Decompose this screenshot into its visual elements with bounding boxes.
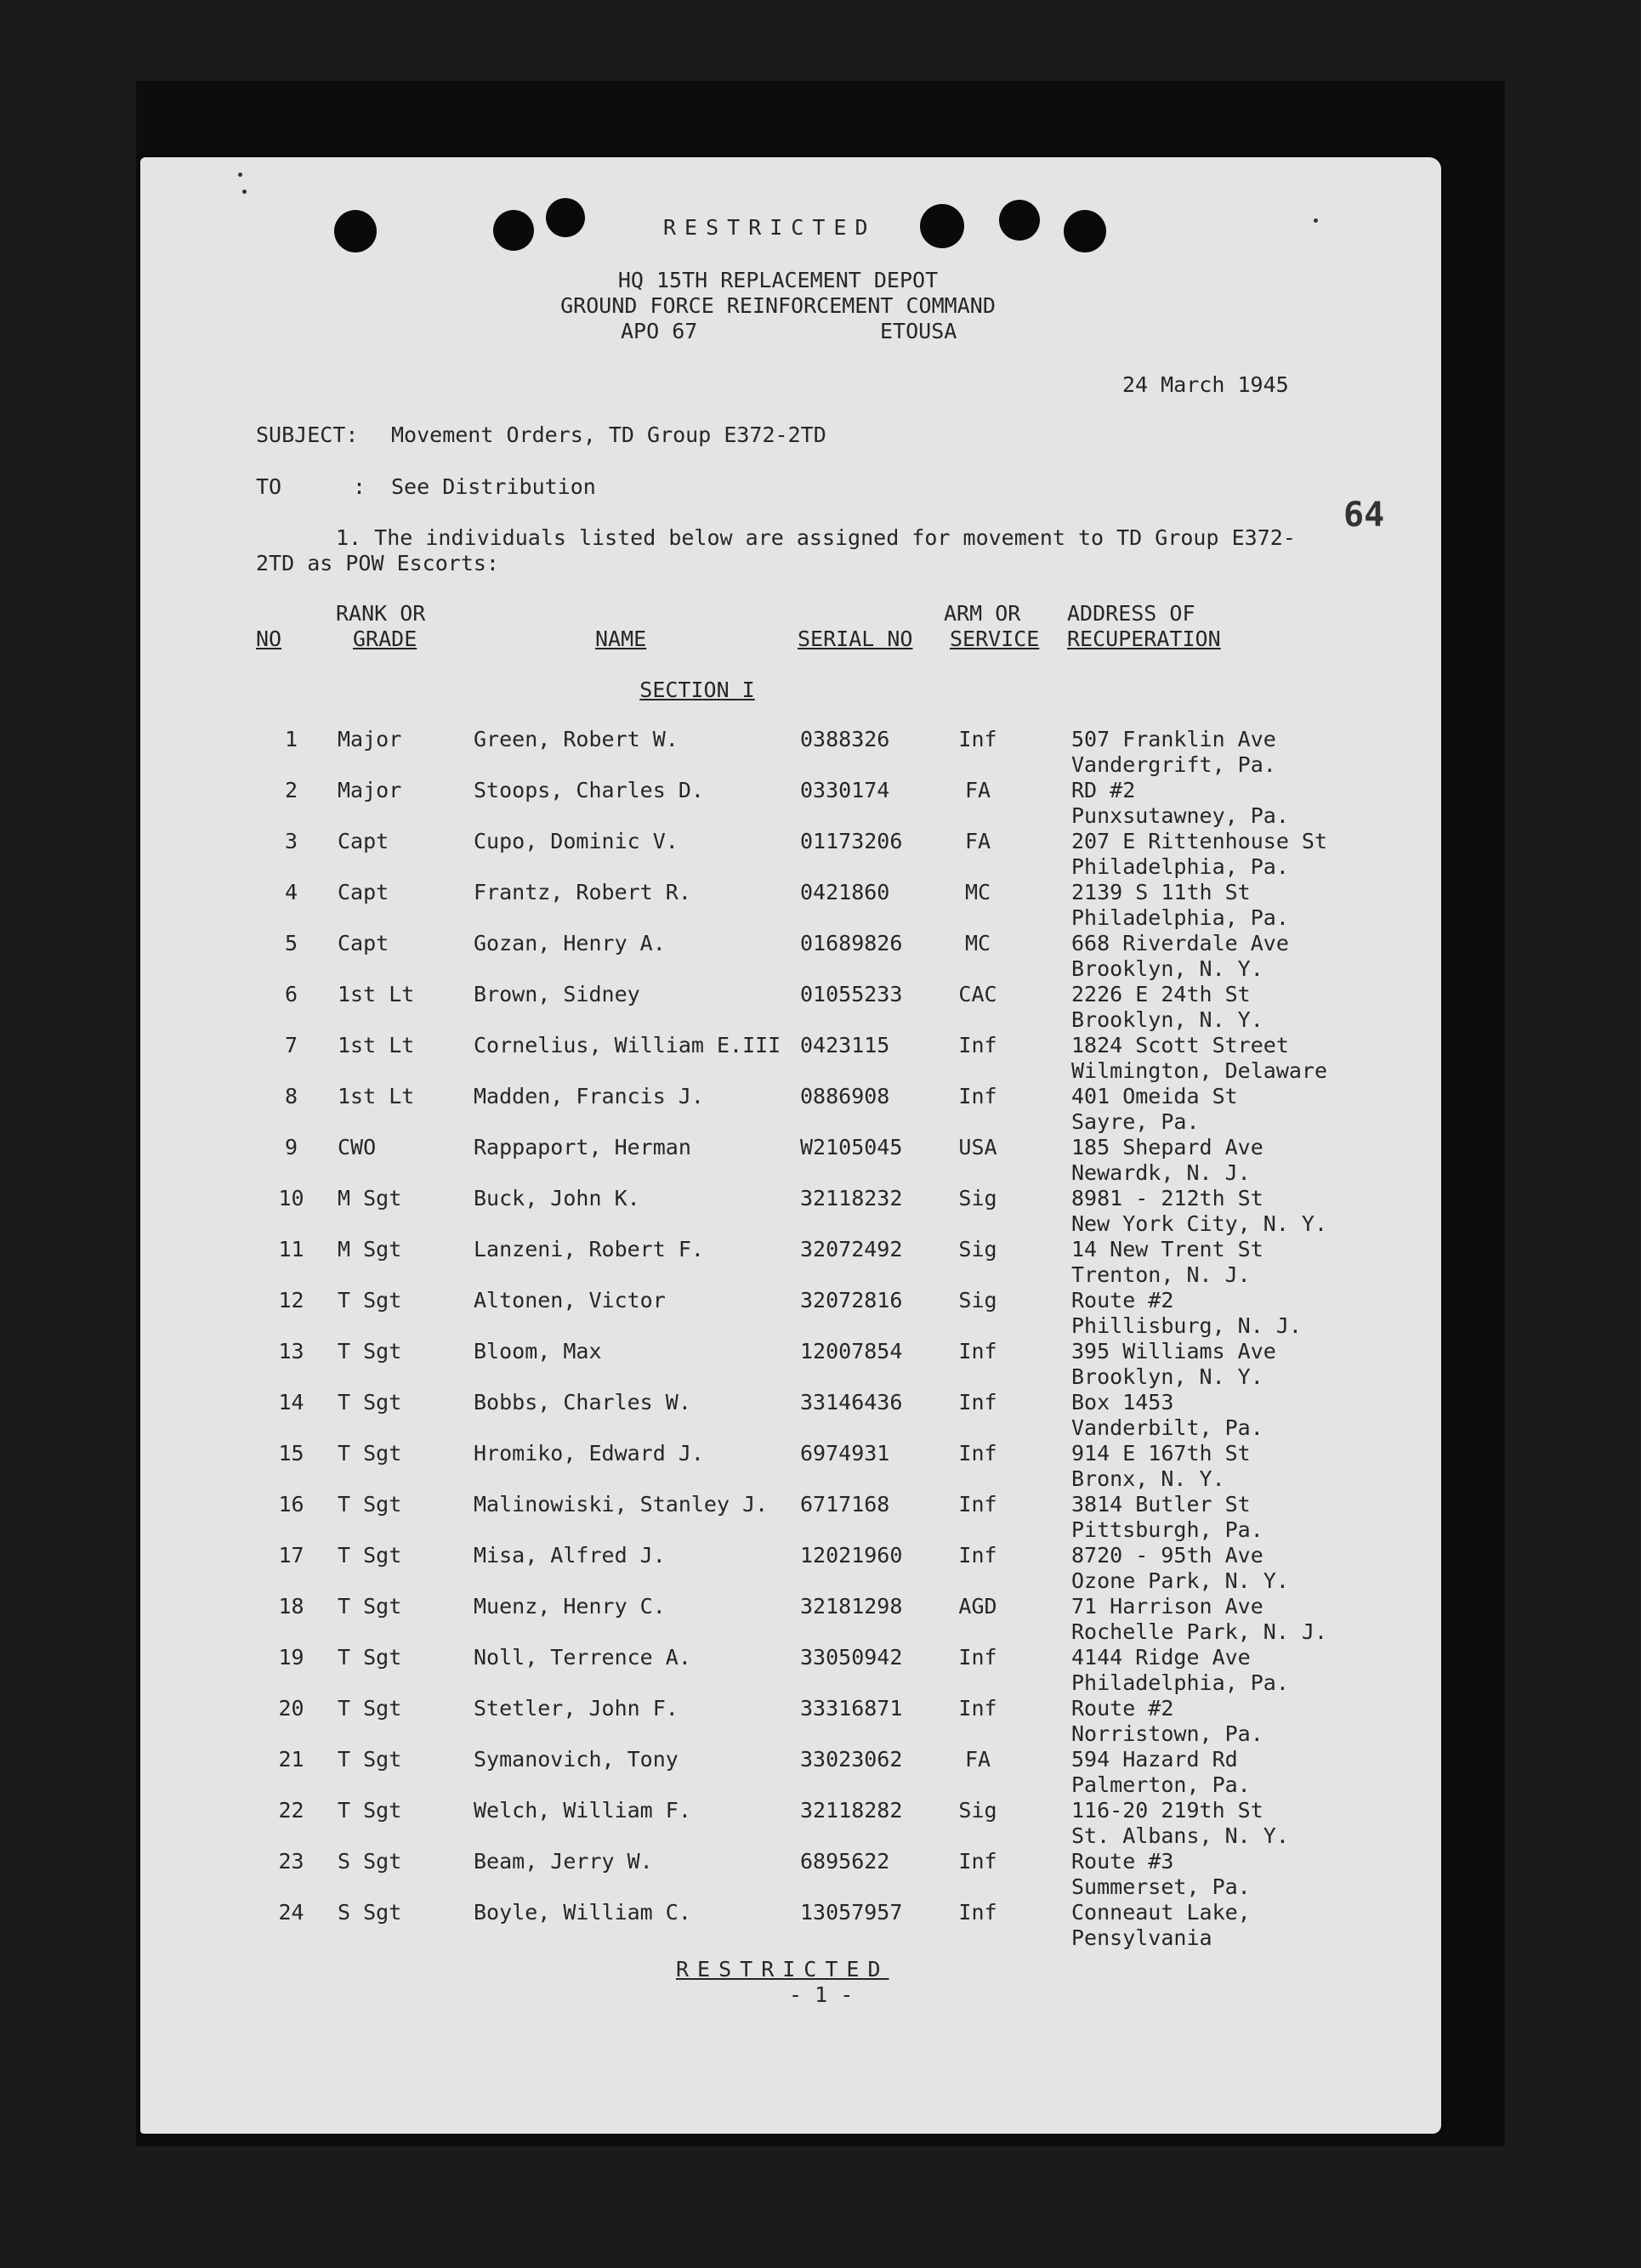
arm-cell: Inf <box>958 1492 997 1517</box>
table-row <box>140 1696 1441 1747</box>
handwritten-page-number: 64 <box>1343 496 1385 535</box>
address-line1-cell: 116-20 219th St <box>1071 1798 1263 1823</box>
address-line1-cell: Conneaut Lake, <box>1071 1900 1251 1925</box>
address-line1-cell: 594 Hazard Rd <box>1071 1747 1238 1772</box>
serial-cell: 33146436 <box>800 1390 903 1415</box>
table-row <box>140 778 1441 829</box>
row-number: 18 <box>278 1594 304 1619</box>
punch-hole <box>1064 210 1106 252</box>
address-line1-cell: 8981 - 212th St <box>1071 1186 1263 1211</box>
table-row <box>140 880 1441 931</box>
serial-cell: 32072816 <box>800 1288 903 1313</box>
table-row <box>140 1084 1441 1135</box>
row-number: 19 <box>278 1645 304 1670</box>
row-number: 9 <box>284 1135 298 1160</box>
punch-hole <box>920 204 964 248</box>
row-number: 23 <box>278 1849 304 1874</box>
rank-cell: T Sgt <box>338 1339 402 1364</box>
arm-cell: Sig <box>958 1798 997 1823</box>
address-line2-cell: Philadelphia, Pa. <box>1071 854 1289 879</box>
name-cell: Cupo, Dominic V. <box>474 829 679 853</box>
row-number: 16 <box>278 1492 304 1517</box>
table-row <box>140 931 1441 982</box>
rank-cell: T Sgt <box>338 1747 402 1772</box>
table-row <box>140 1390 1441 1441</box>
arm-cell: Inf <box>958 1900 997 1925</box>
serial-cell: 01055233 <box>800 982 903 1006</box>
table-row <box>140 829 1441 880</box>
name-cell: Altonen, Victor <box>474 1288 666 1313</box>
name-cell: Rappaport, Herman <box>474 1135 691 1160</box>
name-cell: Madden, Francis J. <box>474 1084 704 1108</box>
row-number: 5 <box>284 931 298 955</box>
table-row <box>140 1849 1441 1900</box>
name-cell: Symanovich, Tony <box>474 1747 679 1772</box>
rank-cell: Major <box>338 727 402 751</box>
table-row <box>140 1135 1441 1186</box>
page-number: - 1 - <box>789 1982 854 2007</box>
rank-cell: S Sgt <box>338 1900 402 1925</box>
address-line1-cell: 71 Harrison Ave <box>1071 1594 1263 1619</box>
address-line1-cell: Box 1453 <box>1071 1390 1174 1415</box>
row-number: 22 <box>278 1798 304 1823</box>
arm-cell: USA <box>958 1135 997 1160</box>
document-page <box>140 157 1441 2134</box>
table-row <box>140 1186 1441 1237</box>
table-row <box>140 1543 1441 1594</box>
paragraph-line-1: 1. The individuals listed below are assigned for movement to TD Group E372- <box>336 525 1296 550</box>
column-header-rank-line1: RANK OR <box>336 601 426 626</box>
punch-hole <box>999 200 1040 241</box>
arm-cell: FA <box>964 829 991 853</box>
rank-cell: T Sgt <box>338 1594 402 1619</box>
serial-cell: 33316871 <box>800 1696 903 1721</box>
arm-cell: Sig <box>958 1288 997 1313</box>
address-line1-cell: 185 Shepard Ave <box>1071 1135 1263 1160</box>
serial-cell: 33023062 <box>800 1747 903 1772</box>
address-line2-cell: Sayre, Pa. <box>1071 1109 1200 1134</box>
section-title: SECTION I <box>639 678 755 702</box>
arm-cell: Inf <box>958 1033 997 1057</box>
rank-cell: 1st Lt <box>338 1033 415 1057</box>
serial-cell: 0421860 <box>800 880 890 904</box>
arm-cell: Inf <box>958 1849 997 1874</box>
arm-cell: Inf <box>958 1645 997 1670</box>
name-cell: Stoops, Charles D. <box>474 778 704 802</box>
name-cell: Buck, John K. <box>474 1186 640 1211</box>
name-cell: Muenz, Henry C. <box>474 1594 666 1619</box>
address-line2-cell: Newardk, N. J. <box>1071 1160 1251 1185</box>
address-line2-cell: Summerset, Pa. <box>1071 1874 1251 1899</box>
rank-cell: M Sgt <box>338 1237 402 1262</box>
address-line2-cell: Trenton, N. J. <box>1071 1262 1251 1287</box>
address-line1-cell: 8720 - 95th Ave <box>1071 1543 1263 1568</box>
name-cell: Frantz, Robert R. <box>474 880 691 904</box>
address-line1-cell: 2139 S 11th St <box>1071 880 1251 904</box>
row-number: 24 <box>278 1900 304 1925</box>
serial-cell: 0423115 <box>800 1033 890 1057</box>
table-row <box>140 1594 1441 1645</box>
address-line1-cell: Route #3 <box>1071 1849 1174 1874</box>
address-line1-cell: 4144 Ridge Ave <box>1071 1645 1251 1670</box>
arm-cell: Inf <box>958 1339 997 1364</box>
table-row <box>140 1645 1441 1696</box>
serial-cell: 33050942 <box>800 1645 903 1670</box>
address-line2-cell: Bronx, N. Y. <box>1071 1466 1225 1491</box>
address-line2-cell: St. Albans, N. Y. <box>1071 1823 1289 1848</box>
row-number: 6 <box>284 982 298 1006</box>
address-line2-cell: Brooklyn, N. Y. <box>1071 956 1263 981</box>
name-cell: Malinowiski, Stanley J. <box>474 1492 769 1517</box>
rank-cell: T Sgt <box>338 1492 402 1517</box>
rank-cell: T Sgt <box>338 1390 402 1415</box>
restricted-stamp-top: RESTRICTED <box>663 215 877 240</box>
arm-cell: Inf <box>958 727 997 751</box>
theater-label: ETOUSA <box>880 319 957 343</box>
name-cell: Green, Robert W. <box>474 727 679 751</box>
speck <box>238 173 242 177</box>
speck <box>242 190 247 194</box>
address-line1-cell: 395 Williams Ave <box>1071 1339 1276 1364</box>
name-cell: Welch, William F. <box>474 1798 691 1823</box>
name-cell: Brown, Sidney <box>474 982 640 1006</box>
header-line-2: GROUND FORCE REINFORCEMENT COMMAND <box>560 293 996 318</box>
table-row <box>140 1798 1441 1849</box>
name-cell: Cornelius, William E.III <box>474 1033 781 1057</box>
serial-cell: W2105045 <box>800 1135 903 1160</box>
row-number: 13 <box>278 1339 304 1364</box>
row-number: 12 <box>278 1288 304 1313</box>
rank-cell: Capt <box>338 931 389 955</box>
name-cell: Bloom, Max <box>474 1339 602 1364</box>
address-line2-cell: Ozone Park, N. Y. <box>1071 1568 1289 1593</box>
speck <box>1314 218 1318 223</box>
address-line1-cell: 914 E 167th St <box>1071 1441 1251 1466</box>
address-line1-cell: 2226 E 24th St <box>1071 982 1251 1006</box>
serial-cell: 6974931 <box>800 1441 890 1466</box>
column-header-no: NO <box>256 627 282 651</box>
address-line1-cell: RD #2 <box>1071 778 1136 802</box>
arm-cell: FA <box>964 778 991 802</box>
arm-cell: Sig <box>958 1186 997 1211</box>
punch-hole <box>546 198 585 237</box>
to-text: See Distribution <box>391 474 596 499</box>
arm-cell: CAC <box>958 982 997 1006</box>
column-header-arm-line1: ARM OR <box>944 601 1021 626</box>
column-header-address-line1: ADDRESS OF <box>1067 601 1195 626</box>
address-line2-cell: Punxsutawney, Pa. <box>1071 803 1289 828</box>
address-line1-cell: 401 Omeida St <box>1071 1084 1238 1108</box>
arm-cell: Inf <box>958 1441 997 1466</box>
address-line2-cell: Brooklyn, N. Y. <box>1071 1007 1263 1032</box>
name-cell: Misa, Alfred J. <box>474 1543 666 1568</box>
name-cell: Stetler, John F. <box>474 1696 679 1721</box>
rank-cell: M Sgt <box>338 1186 402 1211</box>
column-header-serial: SERIAL NO <box>798 627 913 651</box>
row-number: 20 <box>278 1696 304 1721</box>
rank-cell: 1st Lt <box>338 1084 415 1108</box>
name-cell: Boyle, William C. <box>474 1900 691 1925</box>
address-line1-cell: Route #2 <box>1071 1288 1174 1313</box>
address-line1-cell: Route #2 <box>1071 1696 1174 1721</box>
address-line2-cell: Pensylvania <box>1071 1925 1212 1950</box>
row-number: 10 <box>278 1186 304 1211</box>
serial-cell: 6717168 <box>800 1492 890 1517</box>
rank-cell: T Sgt <box>338 1696 402 1721</box>
serial-cell: 32181298 <box>800 1594 903 1619</box>
row-number: 14 <box>278 1390 304 1415</box>
row-number: 2 <box>284 778 298 802</box>
column-header-rank-line2: GRADE <box>353 627 417 651</box>
address-line2-cell: Philadelphia, Pa. <box>1071 905 1289 930</box>
row-number: 1 <box>284 727 298 751</box>
address-line1-cell: 507 Franklin Ave <box>1071 727 1276 751</box>
serial-cell: 01689826 <box>800 931 903 955</box>
rank-cell: S Sgt <box>338 1849 402 1874</box>
arm-cell: Inf <box>958 1543 997 1568</box>
row-number: 17 <box>278 1543 304 1568</box>
table-row <box>140 1033 1441 1084</box>
name-cell: Bobbs, Charles W. <box>474 1390 691 1415</box>
table-row <box>140 1900 1441 1951</box>
table-row <box>140 1492 1441 1543</box>
row-number: 21 <box>278 1747 304 1772</box>
address-line2-cell: Vanderbilt, Pa. <box>1071 1415 1263 1440</box>
column-header-name: NAME <box>595 627 647 651</box>
row-number: 3 <box>284 829 298 853</box>
serial-cell: 12021960 <box>800 1543 903 1568</box>
address-line1-cell: 207 E Rittenhouse St <box>1071 829 1328 853</box>
rank-cell: Major <box>338 778 402 802</box>
table-row <box>140 1747 1441 1798</box>
column-header-address-line2: RECUPERATION <box>1067 627 1221 651</box>
serial-cell: 32118282 <box>800 1798 903 1823</box>
address-line1-cell: 1824 Scott Street <box>1071 1033 1289 1057</box>
address-line2-cell: Rochelle Park, N. J. <box>1071 1619 1328 1644</box>
document-date: 24 March 1945 <box>1122 372 1289 397</box>
row-number: 7 <box>284 1033 298 1057</box>
rank-cell: Capt <box>338 880 389 904</box>
punch-hole <box>334 210 377 252</box>
name-cell: Gozan, Henry A. <box>474 931 666 955</box>
name-cell: Hromiko, Edward J. <box>474 1441 704 1466</box>
address-line2-cell: Pittsburgh, Pa. <box>1071 1517 1263 1542</box>
address-line2-cell: Wilmington, Delaware <box>1071 1058 1328 1083</box>
apo-number: APO 67 <box>621 319 698 343</box>
arm-cell: Inf <box>958 1084 997 1108</box>
row-number: 4 <box>284 880 298 904</box>
arm-cell: Inf <box>958 1696 997 1721</box>
name-cell: Beam, Jerry W. <box>474 1849 653 1874</box>
rank-cell: CWO <box>338 1135 377 1160</box>
name-cell: Lanzeni, Robert F. <box>474 1237 704 1262</box>
subject-label: SUBJECT: <box>256 422 359 447</box>
serial-cell: 13057957 <box>800 1900 903 1925</box>
row-number: 15 <box>278 1441 304 1466</box>
table-row <box>140 982 1441 1033</box>
rank-cell: T Sgt <box>338 1645 402 1670</box>
to-colon: : <box>353 474 366 499</box>
address-line2-cell: Brooklyn, N. Y. <box>1071 1364 1263 1389</box>
serial-cell: 0886908 <box>800 1084 890 1108</box>
address-line2-cell: Vandergrift, Pa. <box>1071 752 1276 777</box>
table-row <box>140 1288 1441 1339</box>
table-row <box>140 1441 1441 1492</box>
table-row <box>140 727 1441 778</box>
address-line2-cell: Palmerton, Pa. <box>1071 1772 1251 1797</box>
serial-cell: 12007854 <box>800 1339 903 1364</box>
rank-cell: T Sgt <box>338 1441 402 1466</box>
to-label: TO <box>256 474 282 499</box>
serial-cell: 0388326 <box>800 727 890 751</box>
arm-cell: FA <box>964 1747 991 1772</box>
paragraph-line-2: 2TD as POW Escorts: <box>256 551 499 576</box>
row-number: 11 <box>278 1237 304 1262</box>
arm-cell: AGD <box>958 1594 997 1619</box>
table-row <box>140 1339 1441 1390</box>
address-line1-cell: 668 Riverdale Ave <box>1071 931 1289 955</box>
serial-cell: 6895622 <box>800 1849 890 1874</box>
table-row <box>140 1237 1441 1288</box>
address-line2-cell: Phillisburg, N. J. <box>1071 1313 1302 1338</box>
rank-cell: T Sgt <box>338 1543 402 1568</box>
arm-cell: Sig <box>958 1237 997 1262</box>
serial-cell: 0330174 <box>800 778 890 802</box>
serial-cell: 32118232 <box>800 1186 903 1211</box>
address-line2-cell: Philadelphia, Pa. <box>1071 1670 1289 1695</box>
rank-cell: T Sgt <box>338 1798 402 1823</box>
restricted-stamp-bottom: RESTRICTED <box>676 1957 889 1982</box>
arm-cell: MC <box>964 880 991 904</box>
serial-cell: 32072492 <box>800 1237 903 1262</box>
header-line-1: HQ 15TH REPLACEMENT DEPOT <box>617 268 939 292</box>
address-line1-cell: 3814 Butler St <box>1071 1492 1251 1517</box>
punch-hole <box>493 210 534 251</box>
address-line2-cell: Norristown, Pa. <box>1071 1721 1263 1746</box>
rank-cell: Capt <box>338 829 389 853</box>
address-line1-cell: 14 New Trent St <box>1071 1237 1263 1262</box>
row-number: 8 <box>284 1084 298 1108</box>
subject-text: Movement Orders, TD Group E372-2TD <box>391 422 826 447</box>
rank-cell: T Sgt <box>338 1288 402 1313</box>
address-line2-cell: New York City, N. Y. <box>1071 1211 1328 1236</box>
serial-cell: 01173206 <box>800 829 903 853</box>
arm-cell: Inf <box>958 1390 997 1415</box>
column-header-arm-line2: SERVICE <box>950 627 1040 651</box>
rank-cell: 1st Lt <box>338 982 415 1006</box>
arm-cell: MC <box>964 931 991 955</box>
name-cell: Noll, Terrence A. <box>474 1645 691 1670</box>
